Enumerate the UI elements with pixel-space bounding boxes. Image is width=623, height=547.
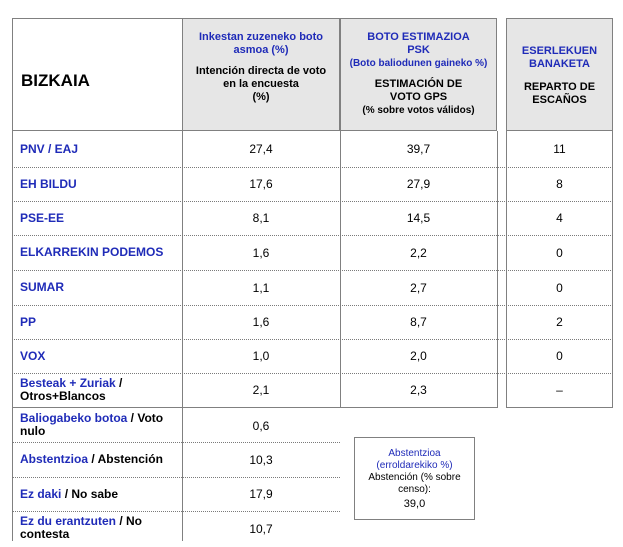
intention-value: 10,7 xyxy=(249,522,273,536)
abstention-box-value: 39,0 xyxy=(403,498,426,510)
seats-value: 4 xyxy=(556,211,563,225)
estimate-value: 39,7 xyxy=(406,142,431,156)
party-name: VOX xyxy=(20,348,46,363)
grid-bottom-seats xyxy=(506,407,613,408)
estimate-value: 2,7 xyxy=(410,280,427,295)
abstention-box-eu: Abstentzioa (erroldarekiko %) xyxy=(376,448,453,471)
seats-value: 0 xyxy=(556,349,563,363)
party-name: PNV / EAJ xyxy=(20,141,79,156)
estimate-header-es-title: ESTIMACIÓN DE VOTO GPS xyxy=(374,78,463,103)
estimate-header-eu-sub: (Boto baliodunen gaineko %) xyxy=(349,58,488,69)
party-name-es: / No contesta xyxy=(20,514,143,541)
header-region-cell xyxy=(12,18,183,131)
header-estimate xyxy=(340,18,497,131)
party-name: EH BILDU xyxy=(20,176,77,191)
intention-value: 17,6 xyxy=(249,177,273,191)
party-name: Besteak + Zuriak xyxy=(20,376,116,390)
party-name: PSE-EE xyxy=(20,210,65,225)
estimate-value: 2,0 xyxy=(410,349,427,363)
table-row-label xyxy=(12,131,182,167)
party-name-es: / No sabe xyxy=(61,486,119,501)
intention-value: 0,6 xyxy=(252,418,270,433)
table-row-label xyxy=(12,442,182,477)
party-name-es: / Voto nulo xyxy=(20,410,164,438)
intention-value: 27,4 xyxy=(249,142,273,156)
seats-value: – xyxy=(556,383,563,397)
abstention-box-es: Abstención (% sobre censo): xyxy=(368,472,461,495)
seats-header-eu: ESERLEKUEN BANAKETA xyxy=(521,45,598,70)
intention-header-eu: Inkestan zuzeneko boto asmoa (%) xyxy=(198,31,324,56)
table-row-label xyxy=(12,373,182,407)
party-name-es: / Otros+Blancos xyxy=(20,376,123,403)
estimate-value: 8,7 xyxy=(410,315,427,329)
intention-header-es: Intención directa de voto en la encuesta xyxy=(195,65,327,90)
party-name: Ez daki xyxy=(20,486,62,501)
estimate-header-eu-title: BOTO ESTIMAZIOA PSK xyxy=(367,31,470,56)
table-row-label xyxy=(12,339,182,373)
header-seats xyxy=(506,18,613,131)
party-name: PP xyxy=(20,314,37,329)
intention-value: 1,6 xyxy=(252,315,270,329)
party-name: Baliogabeko botoa xyxy=(20,410,128,425)
seats-value: 0 xyxy=(556,280,563,295)
abstention-census-box xyxy=(354,437,475,520)
seats-value: 2 xyxy=(556,315,563,329)
table-row-label xyxy=(12,235,182,270)
intention-value: 2,1 xyxy=(252,383,270,397)
region-title: BIZKAIA xyxy=(21,71,90,90)
intention-value: 10,3 xyxy=(249,452,273,467)
table-row-label xyxy=(12,477,182,511)
table-row-label xyxy=(12,270,182,305)
table-row-label xyxy=(12,167,182,201)
grid-bottom-estimate xyxy=(340,407,497,408)
estimate-value: 2,2 xyxy=(410,245,427,260)
party-name: SUMAR xyxy=(20,280,64,294)
seats-value: 0 xyxy=(556,245,563,260)
seats-value: 8 xyxy=(556,177,563,191)
estimate-header-es-sub: (% sobre votos válidos) xyxy=(362,105,475,116)
intention-value: 17,9 xyxy=(249,487,273,501)
table-row-label xyxy=(12,511,182,547)
party-name: Ez du erantzuten xyxy=(20,514,117,528)
table-row-label xyxy=(12,201,182,235)
party-name: Abstentzioa xyxy=(20,452,89,466)
seats-value: 11 xyxy=(553,142,566,156)
table-row-label xyxy=(12,407,182,442)
intention-value: 1,6 xyxy=(252,245,270,260)
seats-header-es: REPARTO DE ESCAÑOS xyxy=(523,81,596,106)
header-intention xyxy=(182,18,340,131)
party-name: ELKARREKIN PODEMOS xyxy=(20,245,164,259)
intention-value: 1,0 xyxy=(252,349,270,363)
intention-value: 8,1 xyxy=(252,211,270,225)
party-name-es: / Abstención xyxy=(88,452,163,466)
estimate-value: 2,3 xyxy=(410,383,427,397)
estimate-value: 27,9 xyxy=(406,177,431,191)
intention-header-unit: (%) xyxy=(252,91,270,103)
intention-value: 1,1 xyxy=(252,280,270,295)
table-row-label xyxy=(12,305,182,339)
estimate-value: 14,5 xyxy=(406,211,431,225)
